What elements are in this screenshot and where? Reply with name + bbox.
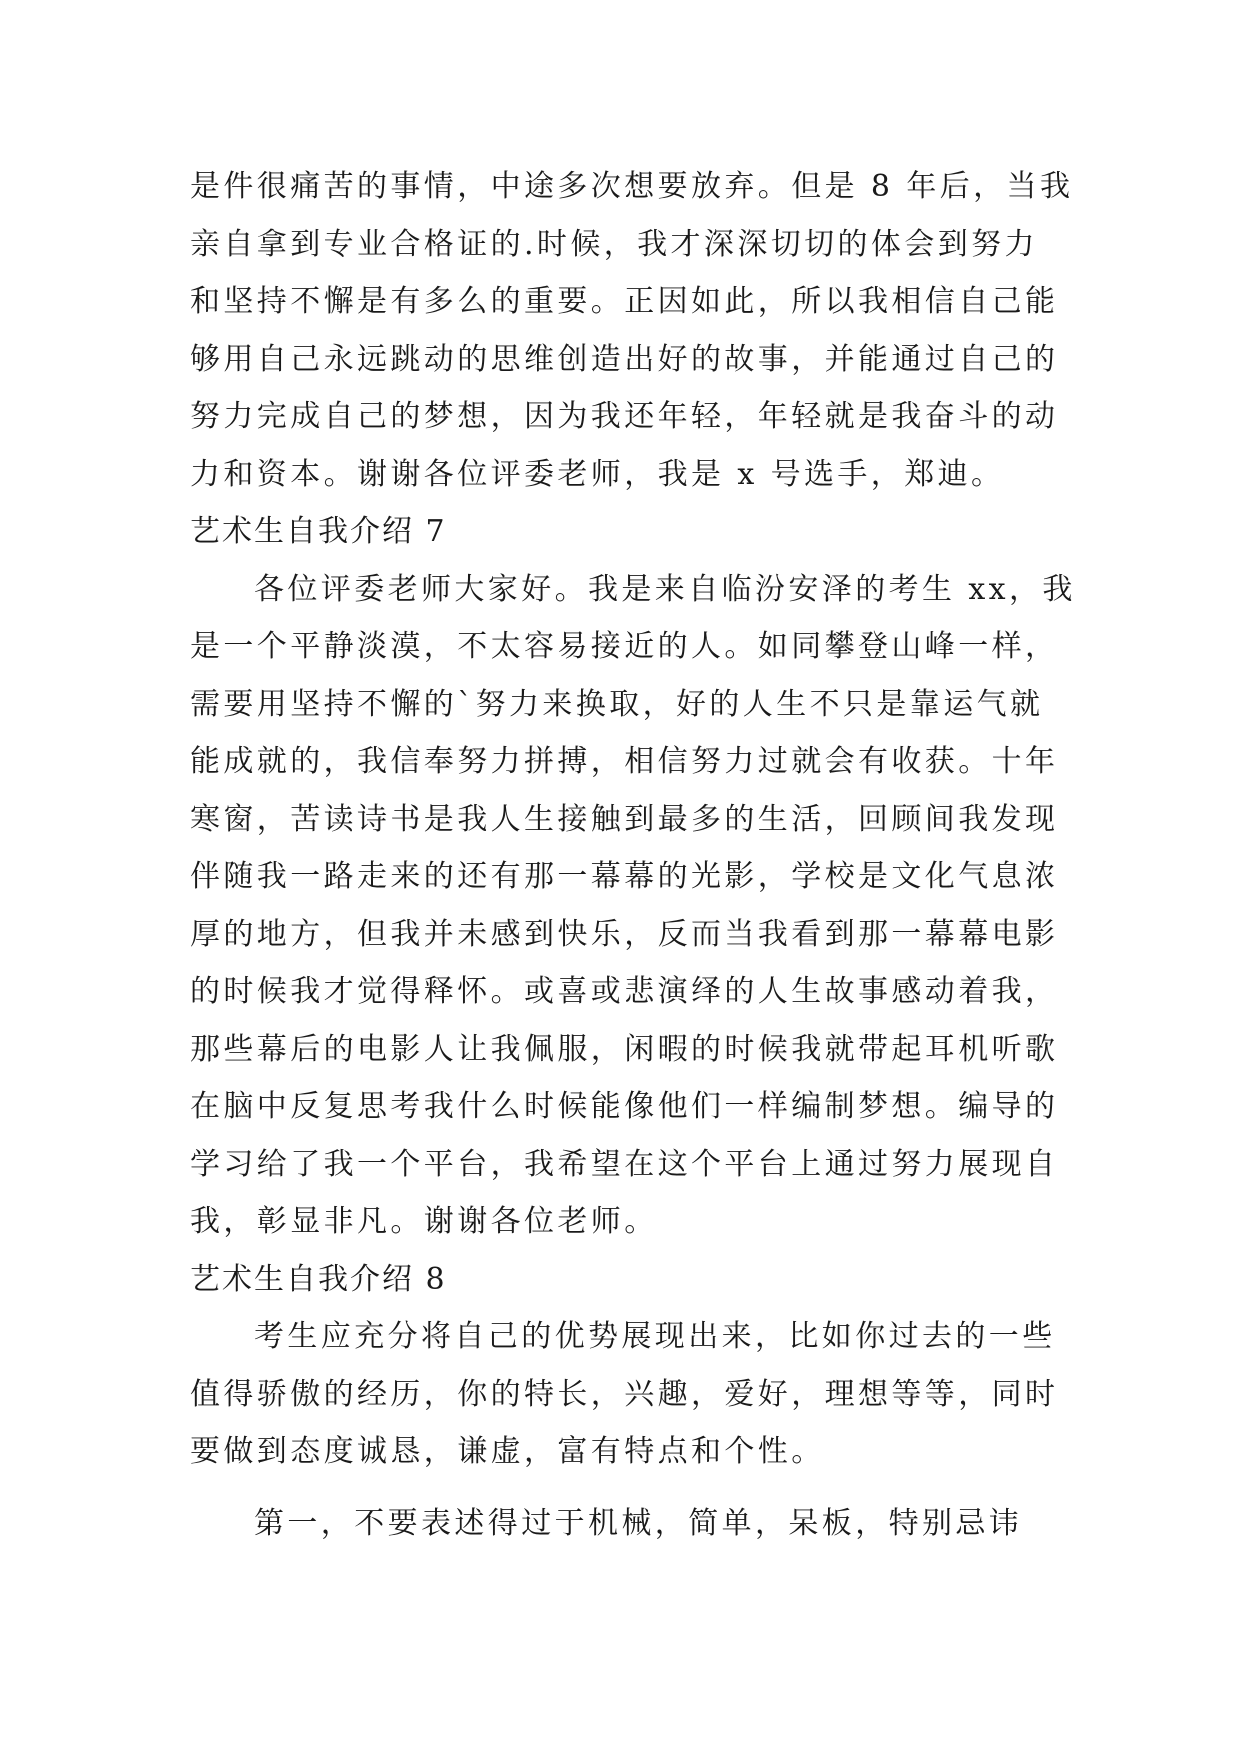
- document-body: [190, 158, 1076, 1552]
- paragraph-line: 寒窗，苦读诗书是我人生接触到最多的生活，回顾间我发现: [190, 801, 1059, 837]
- paragraph-line: 考生应充分将自己的优势展现出来，比如你过去的一些: [254, 1319, 1056, 1354]
- paragraph-line: 学习给了我一个平台，我希望在这个平台上通过努力展现自: [190, 1146, 1059, 1182]
- paragraph-line: 我，彰显非凡。谢谢各位老师。: [190, 1204, 658, 1239]
- paragraph-line: 亲自拿到专业合格证的.时候，我才深深切切的体会到努力: [190, 226, 1038, 262]
- section-heading-8: 艺术生自我介绍 8: [190, 1261, 447, 1297]
- paragraph-line: 那些幕后的电影人让我佩服，闲暇的时候我就带起耳机听歌: [190, 1031, 1059, 1067]
- paragraph-line: 各位评委老师大家好。我是来自临汾安泽的考生 xx，我: [254, 571, 1076, 607]
- paragraph-line: 在脑中反复思考我什么时候能像他们一样编制梦想。编导的: [190, 1089, 1059, 1124]
- paragraph-line: 努力完成自己的梦想，因为我还年轻，年轻就是我奋斗的动: [190, 399, 1059, 434]
- paragraph-line: 是件很痛苦的事情，中途多次想要放弃。但是 8 年后，当我: [190, 169, 1074, 204]
- paragraph-line: 力和资本。谢谢各位评委老师，我是 x 号选手，郑迪。: [190, 456, 1005, 492]
- paragraph-line: 是一个平静淡漠，不太容易接近的人。如同攀登山峰一样，: [190, 629, 1059, 664]
- paragraph-gap: [190, 1481, 1070, 1495]
- paragraph-line: 厚的地方，但我并未感到快乐，反而当我看到那一幕幕电影: [190, 916, 1059, 952]
- paragraph-line: 需要用坚持不懈的`努力来换取，好的人生不只是靠运气就: [190, 686, 1044, 722]
- paragraph-line: 伴随我一路走来的还有那一幕幕的光影，学校是文化气息浓: [190, 859, 1059, 894]
- paragraph-line: 能成就的，我信奉努力拼搏，相信努力过就会有收获。十年: [190, 744, 1059, 779]
- paragraph-line: 第一，不要表述得过于机械，简单，呆板，特别忌讳: [254, 1505, 1023, 1541]
- paragraph-line: 要做到态度诚恳，谦虚，富有特点和个性。: [190, 1434, 825, 1469]
- paragraph-line: 值得骄傲的经历，你的特长，兴趣，爱好，理想等等，同时: [190, 1376, 1059, 1412]
- paragraph-line: 的时候我才觉得释怀。或喜或悲演绎的人生故事感动着我，: [190, 974, 1059, 1009]
- section-heading-7: 艺术生自我介绍 7: [190, 514, 447, 549]
- paragraph-line: 够用自己永远跳动的思维创造出好的故事，并能通过自己的: [190, 341, 1059, 377]
- paragraph-line: 和坚持不懈是有多么的重要。正因如此，所以我相信自己能: [190, 284, 1059, 319]
